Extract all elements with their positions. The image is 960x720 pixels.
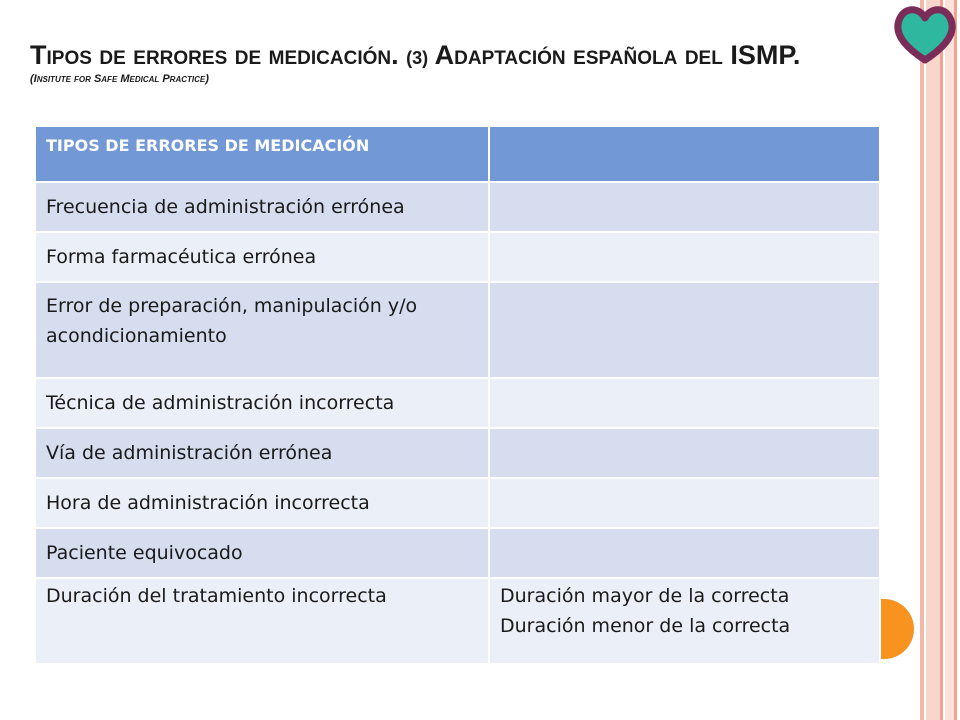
table-row [35,428,880,478]
error-detail-cell [489,528,880,578]
error-type-cell: Duración del tratamiento incorrecta [35,578,489,664]
error-detail-cell [489,428,880,478]
detail-line: Duración menor de la correcta [500,615,791,637]
error-type-cell: Paciente equivocado [35,528,489,578]
title-number: (3) [406,48,429,68]
table-row [35,378,880,428]
error-detail-cell [489,378,880,428]
page-title [30,40,890,73]
error-detail-cell [489,182,880,232]
heart-logo-icon [892,2,958,66]
detail-line: Duración mayor de la correcta [500,585,790,607]
error-type-cell: Frecuencia de administración errónea [35,182,489,232]
error-detail-cell [489,478,880,528]
error-detail-cell [489,578,880,664]
title-ismp: ISMP. [730,40,801,70]
error-type-cell: Vía de administración errónea [35,428,489,478]
table-row [35,232,880,282]
table-row [35,528,880,578]
table-row [35,478,880,528]
error-type-cell: Hora de administración incorrecta [35,478,489,528]
table-row [35,578,880,664]
table-row [35,182,880,232]
error-type-cell: Forma farmacéutica errónea [35,232,489,282]
page-subtitle: (Insitute for Safe Medical Practice) [30,73,209,85]
table-header-row [35,126,880,182]
decorative-stripes [920,0,960,720]
orange-accent-shape [878,599,914,659]
table-row [35,282,880,378]
error-type-cell: Técnica de administración incorrecta [35,378,489,428]
error-type-cell: Error de preparación, manipulación y/o acondicionamiento [35,282,489,378]
error-detail-cell [489,282,880,378]
table-header-cell: TIPOS DE ERRORES DE MEDICACIÓN [35,126,489,182]
title-main: Tipos de errores de medicación. [30,40,399,70]
table-header-cell [489,126,880,182]
medication-errors-table [34,125,881,665]
error-detail-cell [489,232,880,282]
title-adaptation: Adaptación española del [434,40,723,70]
